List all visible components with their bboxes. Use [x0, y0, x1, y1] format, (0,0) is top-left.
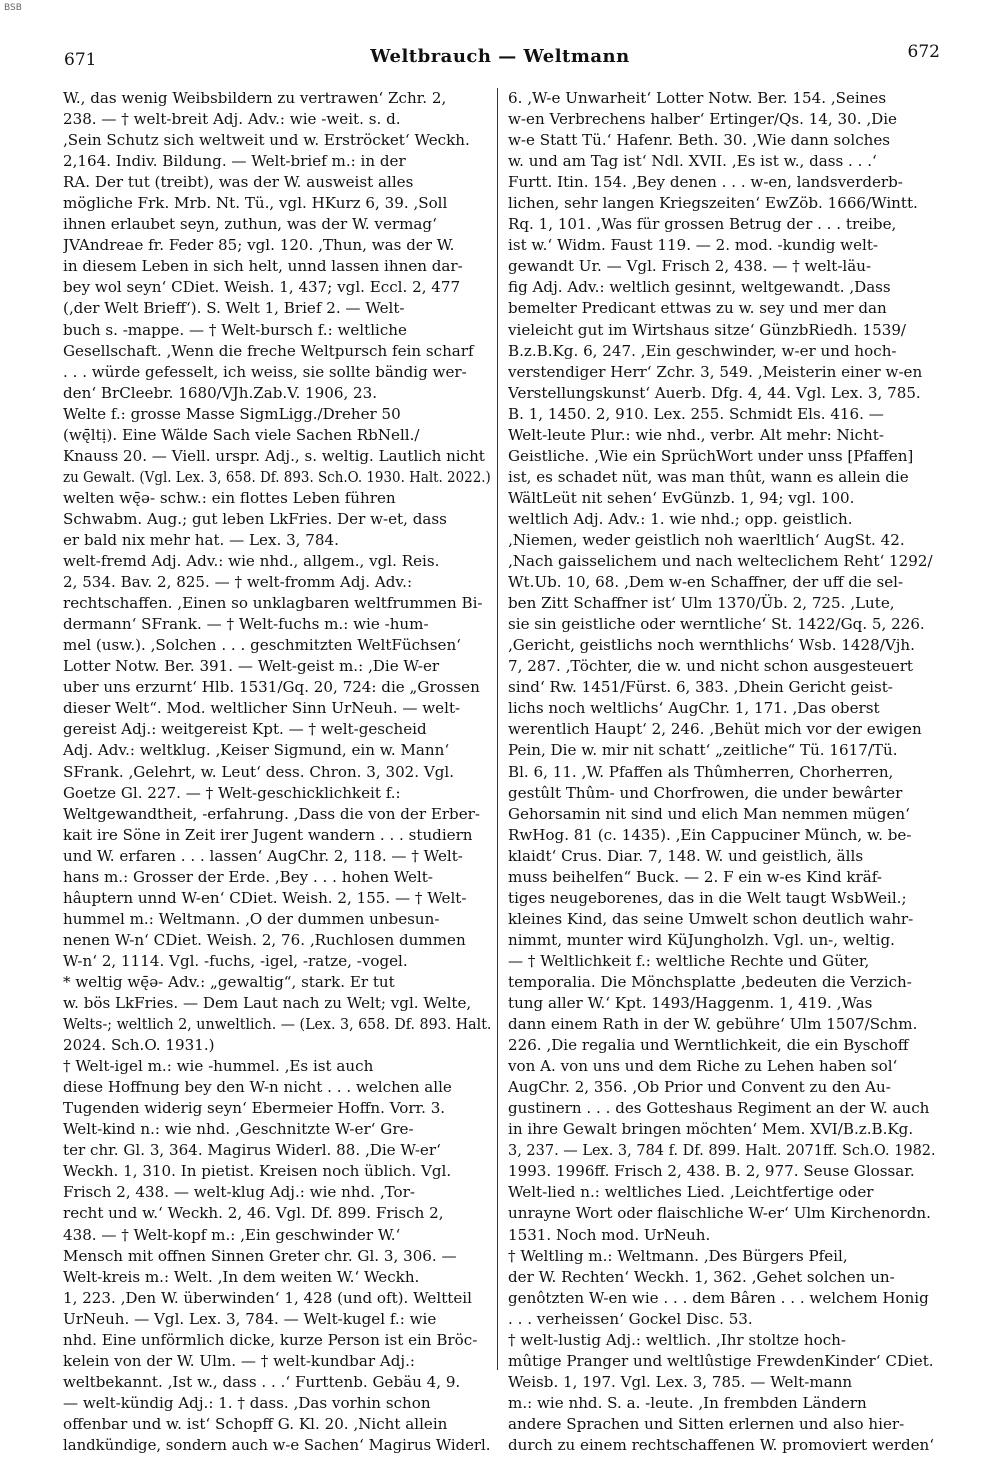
text-line: mögliche Frk. Mrb. Nt. Tü., vgl. HKurz 6, 39. ‚Soll [63, 194, 448, 213]
text-line: buch s. -mappe. — † Welt-bursch f.: weltliche [63, 320, 407, 339]
text-line: genôtzten W-en wie . . . dem Bâren . . . welchem Honig [508, 1288, 929, 1307]
text-line: Furtt. Itin. 154. ‚Bey denen . . . w-en, landsverderb- [508, 173, 903, 192]
text-line: W., das wenig Weibsbildern zu vertrawen‘ Zchr. 2, [63, 89, 447, 107]
text-line: ‚Gericht, geistlichs noch wernthlichs‘ Wsb. 1428/Vjh. [508, 636, 915, 655]
text-line: gestûlt Thûm- und Chorfrowen, die under bewârter [508, 783, 903, 802]
left-page-number: 671 [64, 50, 97, 70]
text-line: bey wol seyn‘ CDiet. Weish. 1, 437; vgl. Eccl. 2, 477 [63, 278, 461, 297]
text-line: durch zu einem rechtschaffenen W. promoviert werden‘ [508, 1436, 935, 1454]
text-line: weltlich Adj. Adv.: 1. wie nhd.; opp. geistlich. [508, 509, 853, 528]
text-line: dann einem Rath in der W. gebühre‘ Ulm 1507/Schm. [508, 1015, 918, 1034]
text-line: weltbekannt. ‚Ist w., dass . . .‘ Furttenb. Gebäu 4, 9. [63, 1372, 461, 1391]
text-line: Welt-kind n.: wie nhd. ‚Geschnitzte W-er‘ Gre- [63, 1120, 414, 1139]
text-line: Pein, Die w. mir nit schatt‘ „zeitliche“ Tü. 1617/Tü. [508, 741, 898, 760]
text-line: gewandt Ur. — Vgl. Frisch 2, 438. — † welt-läu- [508, 257, 872, 276]
text-line: w-en Verbrechens halber‘ Ertinger/Qs. 14, 30. ‚Die [508, 110, 897, 129]
text-line: Welt-kreis m.: Welt. ‚In dem weiten W.‘ Weckh. [63, 1267, 420, 1286]
text-line: Welts-; weltlich 2, unweltlich. — (Lex. 3, 658. Df. 893. Halt. [63, 1015, 491, 1034]
text-line: in diesem Leben in sich helt, unnd lassen ihnen dar- [63, 257, 463, 276]
text-line: 3, 237. — Lex. 3, 784 f. Df. 899. Halt. 2071ff. Sch.O. 1982. [508, 1141, 936, 1160]
text-line: verstendiger Herr‘ Zchr. 3, 549. ‚Meisterin einer w-en [508, 362, 923, 381]
text-line: Adj. Adv.: weltklug. ‚Keiser Sigmund, ein w. Mann‘ [63, 741, 450, 760]
text-line: † welt-lustig Adj.: weltlich. ‚Ihr stoltze hoch- [508, 1330, 846, 1349]
text-line: ist w.‘ Widm. Faust 119. — 2. mod. -kundig welt- [508, 236, 879, 255]
text-line: Weckh. 1, 310. In pietist. Kreisen noch üblich. Vgl. [63, 1162, 452, 1181]
text-line: Gehorsamin nit sind und elich Man nemmen mügen‘ [508, 804, 910, 823]
text-line: ist, es schadet nüt, was man thût, wann es allein die [508, 467, 909, 486]
text-line: recht und w.‘ Weckh. 2, 46. Vgl. Df. 899. Frisch 2, [63, 1204, 444, 1223]
text-line: . . . würde gefesselt, ich weiss, sie sollte bändig wer- [63, 362, 467, 381]
text-line: RA. Der tut (treibt), was der W. ausweist alles [63, 173, 414, 192]
text-line: w. und am Tag ist‘ Ndl. XVII. ‚Es ist w., dass . . .‘ [508, 152, 877, 171]
text-line: (wę̄ltị). Eine Wälde Sach viele Sachen RbNell./ [63, 425, 420, 444]
text-line: Verstellungskunst‘ Auerb. Dfg. 4, 44. Vgl. Lex. 3, 785. [508, 383, 921, 402]
text-line: (‚der Welt Brieff‘). S. Welt 1, Brief 2. — Welt- [63, 299, 405, 318]
text-line: RwHog. 81 (c. 1435). ‚Ein Cappuciner Münch, w. be- [508, 825, 912, 844]
text-line: Goetze Gl. 227. — † Welt-geschicklichkeit f.: [63, 783, 401, 802]
page-header [0, 40, 1000, 74]
text-line: — welt-kündig Adj.: 1. † dass. ‚Das vorhin schon [63, 1393, 431, 1412]
text-line: Knauss 20. — Viell. urspr. Adj., s. weltig. Lautlich nicht [63, 446, 485, 465]
text-line: 438. — † Welt-kopf m.: ‚Ein geschwinder W.‘ [63, 1225, 401, 1244]
text-line: er bald nix mehr hat. — Lex. 3, 784. [63, 530, 339, 549]
text-line: 238. — † welt-breit Adj. Adv.: wie -weit. s. d. [63, 110, 401, 129]
text-line: † Weltling m.: Weltmann. ‚Des Bürgers Pfeil, [508, 1246, 848, 1265]
right-column [508, 88, 936, 1456]
text-line: werentlich Haupt‘ 2, 246. ‚Behüt mich vor der ewigen [508, 720, 922, 739]
text-line: hummel m.: Weltmann. ‚O der dummen unbesun- [63, 909, 440, 928]
text-line: JVAndreae fr. Feder 85; vgl. 120. ‚Thun, was der W. [63, 236, 455, 255]
text-line: B.z.B.Kg. 6, 247. ‚Ein geschwinder, w-er und hoch- [508, 341, 897, 360]
text-line: ‚Nach gaisselichem und nach welteclichem Reht‘ 1292/ [508, 552, 933, 571]
text-line: w. bös LkFries. — Dem Laut nach zu Welt; vgl. Welte, [63, 994, 472, 1013]
text-line: gereist Adj.: weitgereist Kpt. — † welt-gescheid [63, 720, 427, 739]
text-line: uber uns erzurnt‘ Hlb. 1531/Gq. 20, 724: die „Grossen [63, 678, 480, 697]
text-line: Schwabm. Aug.; gut leben LkFries. Der w-et, dass [63, 509, 447, 528]
text-line: m.: wie nhd. S. a. -leute. ‚In frembden Ländern [508, 1393, 867, 1412]
text-line: 2, 534. Bav. 2, 825. — † welt-fromm Adj. Adv.: [63, 573, 413, 592]
text-line: — † Weltlichkeit f.: weltliche Rechte und Güter, [508, 951, 870, 970]
text-line: 1531. Noch mod. UrNeuh. [508, 1225, 711, 1244]
text-line: Tugenden widerig seyn‘ Ebermeier Hoffn. Vorr. 3. [63, 1099, 446, 1118]
text-line: W-n‘ 2, 1114. Vgl. -fuchs, -igel, -ratze, -vogel. [63, 951, 408, 970]
text-line: ter chr. Gl. 3, 364. Magirus Widerl. 88. ‚Die W-er‘ [63, 1141, 441, 1160]
text-line: Welt-lied n.: weltliches Lied. ‚Leichtfertige oder [508, 1183, 874, 1202]
text-line: offenbar und w. ist‘ Schopff G. Kl. 20. ‚Nicht allein [63, 1414, 448, 1433]
text-line: Bl. 6, 11. ‚W. Pfaffen als Thûmherren, Chorherren, [508, 762, 894, 781]
text-line: Wt.Ub. 10, 68. ‚Dem w-en Schaffner, der uff die sel- [508, 573, 904, 592]
text-line: und W. erfaren . . . lassen‘ AugChr. 2, 118. — † Welt- [63, 846, 463, 865]
text-line: fig Adj. Adv.: weltlich gesinnt, weltgewandt. ‚Dass [508, 278, 891, 297]
text-line: UrNeuh. — Vgl. Lex. 3, 784. — Welt-kugel f.: wie [63, 1309, 437, 1328]
text-line: w-e Statt Tü.‘ Hafenr. Beth. 30. ‚Wie dann solches [508, 131, 891, 150]
text-line: Geistliche. ‚Wie ein SprüchWort under unss [Pfaffen] [508, 446, 914, 465]
text-line: dermann‘ SFrank. — † Welt-fuchs m.: wie -hum- [63, 615, 429, 634]
text-line: Lotter Notw. Ber. 391. — Welt-geist m.: ‚Die W-er [63, 657, 440, 676]
text-line: lichen, sehr langen Kriegszeiten‘ EwZöb. 1666/Wintt. [508, 194, 918, 213]
text-line: kait ire Söne in Zeit irer Jugent wandern . . . studiern [63, 825, 473, 844]
text-line: landkündige, sondern auch w-e Sachen‘ Magirus Widerl. [63, 1436, 491, 1454]
text-line: nimmt, munter wird KüJungholzh. Vgl. un-, weltig. [508, 930, 895, 949]
text-line: 1, 223. ‚Den W. überwinden‘ 1, 428 (und oft). Weltteil [63, 1288, 472, 1307]
text-line: Rq. 1, 101. ‚Was für grossen Betrug der . . . treibe, [508, 215, 897, 234]
text-line: 6. ‚W-e Unwarheit‘ Lotter Notw. Ber. 154. ‚Seines [508, 89, 887, 107]
text-line: 2,164. Indiv. Bildung. — Welt-brief m.: in der [63, 152, 406, 171]
text-line: WältLeüt nit sehen‘ EvGünzb. 1, 94; vgl. 100. [508, 488, 855, 507]
text-line: tung aller W.‘ Kpt. 1493/Haggenm. 1, 419. ‚Was [508, 994, 873, 1013]
text-line: 1993. 1996ff. Frisch 2, 438. B. 2, 977. Seuse Glossar. [508, 1162, 915, 1181]
text-line: den‘ BrCleebr. 1680/VJh.Zab.V. 1906, 23. [63, 383, 378, 402]
text-line: kelein von der W. Ulm. — † welt-kundbar Adj.: [63, 1351, 415, 1370]
text-line: 2024. Sch.O. 1931.) [63, 1036, 215, 1055]
text-line: . . . verheissen‘ Gockel Disc. 53. [508, 1309, 753, 1328]
text-line: ihnen erlaubet seyn, zuthun, was der W. vermag‘ [63, 215, 437, 234]
text-line: Weisb. 1, 197. Vgl. Lex. 3, 785. — Welt-mann [508, 1372, 853, 1391]
text-line: mûtige Pranger und weltlûstige FrewdenKinder‘ CDiet. [508, 1351, 934, 1370]
left-column [63, 88, 491, 1456]
text-line: Mensch mit offnen Sinnen Greter chr. Gl. 3, 306. — [63, 1246, 457, 1265]
text-line: hans m.: Grosser der Erde. ‚Bey . . . hohen Welt- [63, 867, 433, 886]
right-page-number: 672 [907, 42, 940, 62]
text-line: nenen W-n‘ CDiet. Weish. 2, 76. ‚Ruchlosen dummen [63, 930, 466, 949]
text-line: tiges neugeborenes, das in die Welt taugt WsbWeil.; [508, 888, 907, 907]
text-line: sind‘ Rw. 1451/Fürst. 6, 383. ‚Dhein Gericht geist- [508, 678, 893, 697]
text-line: Frisch 2, 438. — welt-klug Adj.: wie nhd. ‚Tor- [63, 1183, 415, 1202]
text-line: temporalia. Die Mönchsplatte ‚bedeuten die Verzich- [508, 972, 912, 991]
text-line: ‚Niemen, weder geistlich noh waerltlich‘ AugSt. 42. [508, 530, 905, 549]
text-line: Weltgewandtheit, -erfahrung. ‚Dass die von der Erber- [63, 804, 480, 823]
text-line: zu Gewalt. (Vgl. Lex. 3, 658. Df. 893. Sch.O. 1930. Halt. 2022.) [63, 467, 491, 486]
text-line: bemelter Predicant ettwas zu w. sey und mer dan [508, 299, 887, 318]
text-line: Gesellschaft. ‚Wenn die freche Weltpursch fein scharf [63, 341, 474, 360]
text-line: rechtschaffen. ‚Einen so unklagbaren weltfrummen Bi- [63, 594, 483, 613]
text-line: ben Zitt Schaffner ist‘ Ulm 1370/Üb. 2, 725. ‚Lute, [508, 594, 895, 613]
text-line: unrayne Wort oder flaischliche W-er‘ Ulm Kirchenordn. [508, 1204, 931, 1223]
text-line: klaidt‘ Crus. Diar. 7, 148. W. und geistlich, älls [508, 846, 864, 865]
column-divider [497, 88, 498, 1370]
text-line: gustinern . . . des Gotteshaus Regiment an der W. auch [508, 1099, 930, 1118]
text-line: 226. ‚Die regalia und Werntlichkeit, die ein Byschoff [508, 1036, 909, 1055]
text-line: dieser Welt“. Mod. weltlicher Sinn UrNeuh. — welt- [63, 699, 461, 718]
text-line: andere Sprachen und Sitten erlernen und also hier- [508, 1414, 905, 1433]
text-line: kleines Kind, das seine Umwelt schon deutlich wahr- [508, 909, 914, 928]
text-line: lichs noch weltlichs‘ AugChr. 1, 171. ‚Das oberst [508, 699, 880, 718]
text-line: muss beihelfen“ Buck. — 2. F ein w-es Kind kräf- [508, 867, 882, 886]
text-line: ‚Sein Schutz sich weltweit und w. Erströcket‘ Weckh. [63, 131, 470, 150]
text-line: B. 1, 1450. 2, 910. Lex. 255. Schmidt Els. 416. — [508, 404, 884, 423]
text-line: in ihre Gewalt bringen möchten‘ Mem. XVI/B.z.B.Kg. [508, 1120, 914, 1139]
text-line: sie sin geistliche oder werntliche‘ St. 1422/Gq. 5, 226. [508, 615, 925, 634]
text-line: welt-fremd Adj. Adv.: wie nhd., allgem., vgl. Reis. [63, 552, 440, 571]
text-line: SFrank. ‚Gelehrt, w. Leut‘ dess. Chron. 3, 302. Vgl. [63, 762, 455, 781]
text-line: † Welt-igel m.: wie -hummel. ‚Es ist auch [63, 1057, 374, 1076]
text-line: 7, 287. ‚Töchter, die w. und nicht schon ausgesteuert [508, 657, 913, 676]
text-line: der W. Rechten‘ Weckh. 1, 362. ‚Gehet solchen un- [508, 1267, 895, 1286]
text-line: von A. von uns und dem Riche zu Lehen haben sol‘ [508, 1057, 898, 1076]
text-line: welten wę̄ə- schw.: ein flottes Leben führen [63, 488, 396, 507]
text-line: nhd. Eine unförmlich dicke, kurze Person ist ein Bröc- [63, 1330, 478, 1349]
text-line: * weltig wę̄ə- Adv.: „gewaltig“, stark. Er tut [63, 972, 395, 991]
text-line: hâuptern unnd W-en‘ CDiet. Weish. 2, 155. — † Welt- [63, 888, 467, 907]
text-line: vieleicht gut im Wirtshaus sitze‘ GünzbRiedh. 1539/ [508, 320, 907, 339]
running-title: Weltbrauch — Weltmann [370, 46, 630, 67]
text-line: mel (usw.). ‚Solchen . . . geschmitzten WeltFüchsen‘ [63, 636, 461, 655]
text-line: AugChr. 2, 356. ‚Ob Prior und Convent zu den Au- [508, 1078, 891, 1097]
text-line: Welte f.: grosse Masse SigmLigg./Dreher 50 [63, 404, 401, 423]
text-line: Welt-leute Plur.: wie nhd., verbr. Alt mehr: Nicht- [508, 425, 884, 444]
text-line: diese Hoffnung bey den W-n nicht . . . welchen alle [63, 1078, 452, 1097]
library-stamp: BSB [4, 3, 22, 13]
